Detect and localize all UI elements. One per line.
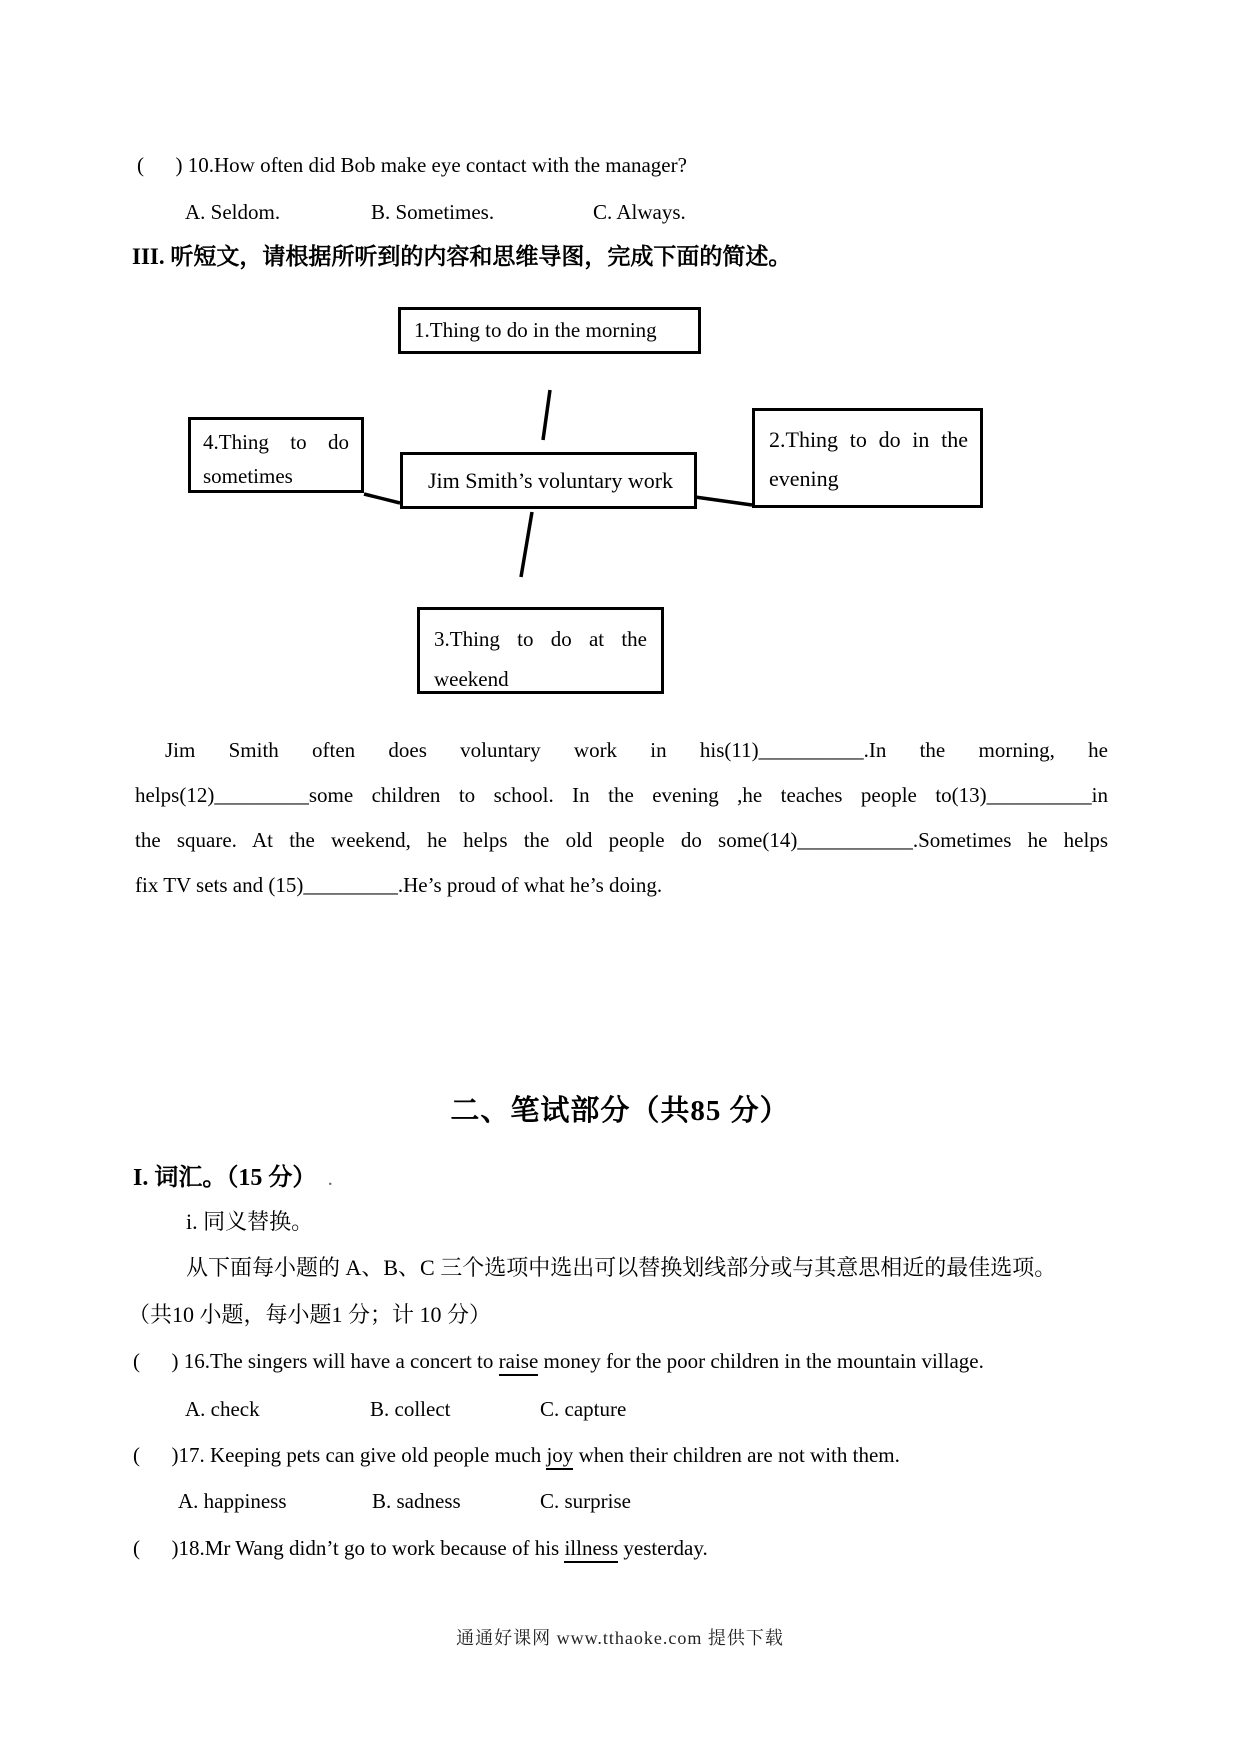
question-17 bbox=[133, 1443, 900, 1468]
vocab-heading bbox=[133, 1157, 332, 1192]
q16-text-after: money for the poor children in the mountain village. bbox=[538, 1349, 984, 1373]
passage-line-3: the square. At the weekend, he helps the old people do some(14)___________.Sometimes he helps bbox=[135, 828, 1108, 852]
passage-line-2: helps(12)_________some children to school. In the evening ,he teaches people to(13)__________in bbox=[135, 783, 1108, 807]
q16-underlined-word: raise bbox=[499, 1349, 539, 1376]
q16-option-b: B. collect bbox=[370, 1397, 451, 1421]
vocab-heading-stray-dot: . bbox=[328, 1173, 333, 1189]
q18-text-after: yesterday. bbox=[618, 1536, 708, 1560]
q18-underlined-word: illness bbox=[564, 1536, 618, 1563]
q16-option-c: C. capture bbox=[540, 1397, 627, 1421]
q17-underlined-word: joy bbox=[546, 1443, 573, 1470]
score-note: （共10 小题，每小题1 分；计 10 分） bbox=[128, 1302, 492, 1327]
footer-watermark: 通通好课网 www.tthaoke.com 提供下载 bbox=[456, 1628, 784, 1648]
q17-option-a: A. happiness bbox=[178, 1489, 287, 1513]
question-18 bbox=[133, 1536, 708, 1561]
q16-option-a: A. check bbox=[185, 1397, 260, 1421]
q17-text-before: ( )17. Keeping pets can give old people much bbox=[133, 1443, 547, 1467]
q17-option-c: C. surprise bbox=[540, 1489, 631, 1513]
passage-line-4: fix TV sets and (15)_________.He’s proud of what he’s doing. bbox=[135, 873, 663, 897]
part-3-heading: III. 听短文，请根据所听到的内容和思维导图，完成下面的简述。 bbox=[132, 244, 792, 269]
mindmap-center-node: Jim Smith’s voluntary work bbox=[400, 452, 697, 509]
mindmap-node-sometimes bbox=[188, 417, 364, 493]
mindmap-node-weekend bbox=[417, 607, 664, 694]
vocab-heading-text: I. 词汇。（15 分） bbox=[133, 1165, 317, 1191]
mindmap-node-evening bbox=[752, 408, 983, 508]
mindmap-node-weekend-label: 3.Thing to do at the weekend bbox=[434, 627, 647, 691]
written-section-heading: 二、笔试部分（共85 分） bbox=[450, 1095, 790, 1127]
question-16 bbox=[133, 1349, 984, 1374]
passage-line-1: Jim Smith often does voluntary work in his(11)__________.In the morning, he bbox=[165, 738, 1108, 762]
q18-text-before: ( )18.Mr Wang didn’t go to work because of his bbox=[133, 1536, 565, 1560]
summary-passage bbox=[135, 728, 1108, 908]
synonym-sub-heading: i. 同义替换。 bbox=[186, 1209, 314, 1234]
q10-option-a: A. Seldom. bbox=[185, 200, 281, 224]
synonym-instruction: 从下面每小题的 A、B、C 三个选项中选出可以替换划线部分或与其意思相近的最佳选项。 bbox=[186, 1255, 1057, 1280]
q10-option-b: B. Sometimes. bbox=[371, 200, 495, 224]
q17-text-after: when their children are not with them. bbox=[573, 1443, 900, 1467]
q10-option-c: C. Always. bbox=[593, 200, 686, 224]
q16-text-before: ( ) 16.The singers will have a concert to bbox=[133, 1349, 499, 1373]
question-10: ( ) 10.How often did Bob make eye contact with the manager? bbox=[137, 153, 687, 177]
mindmap-node-morning: 1.Thing to do in the morning bbox=[398, 307, 701, 354]
q17-option-b: B. sadness bbox=[372, 1489, 461, 1513]
mindmap-node-sometimes-label: 4.Thing to do sometimes bbox=[203, 430, 349, 488]
mindmap-node-evening-label: 2.Thing to do in the evening bbox=[769, 427, 968, 491]
